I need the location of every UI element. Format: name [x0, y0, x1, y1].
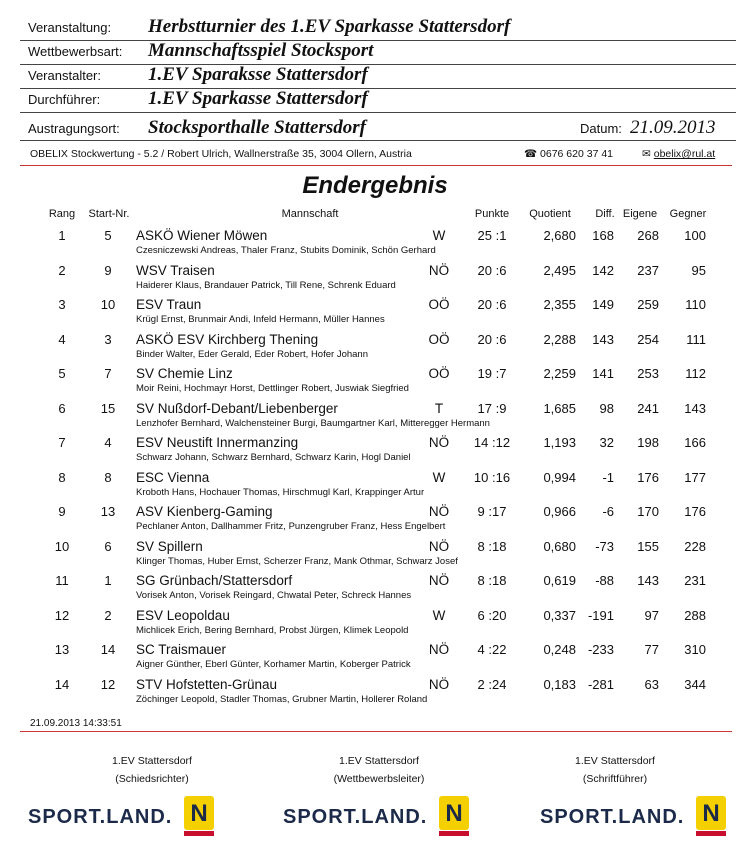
player-names: Moir Reini, Hochmayr Horst, Dettlinger Robert, Juswiak Siegfried: [136, 383, 409, 394]
rank-cell: 8: [58, 469, 66, 485]
team-name: ASKÖ Wiener Möwen: [136, 228, 268, 243]
state-code: W: [432, 469, 446, 485]
difference: 98: [599, 400, 614, 416]
table-row: [0, 539, 750, 573]
difference: 32: [599, 435, 614, 450]
difference: 142: [592, 262, 614, 278]
table-row: [0, 332, 750, 366]
own-score: 268: [637, 228, 659, 243]
start-number: 6: [104, 538, 112, 554]
difference: 143: [592, 331, 614, 347]
date-value: 21.09.2013: [630, 117, 716, 138]
player-names: Michlicek Erich, Bering Bernhard, Probst Jürgen, Klimek Leopold: [136, 624, 409, 636]
points: 20 :6: [477, 262, 507, 278]
software-info: OBELIX Stockwertung - 5.2 / Robert Ulrich, Wallnerstraße 35, 3004 Ollern, Austria: [30, 148, 412, 160]
sportland-logo: [540, 796, 740, 836]
own-score: 155: [637, 538, 659, 554]
own-score: 63: [644, 676, 659, 692]
table-row: [0, 677, 750, 711]
team-name: STV Hofstetten-Grünau: [136, 676, 278, 692]
quotient: 0,337: [543, 607, 576, 623]
difference: -191: [587, 607, 614, 623]
phone-number: 0676 620 37 41: [540, 148, 614, 160]
team-name: SV Nußdorf-Debant/Liebenberger: [136, 400, 338, 416]
opponent-score: 176: [684, 504, 706, 519]
player-names: Lenzhofer Bernhard, Walchensteiner Burgi, Baumgartner Karl, Mitteregger Hermann: [136, 417, 490, 429]
rank-cell: 3: [58, 297, 66, 312]
start-number: 9: [104, 262, 112, 278]
table-row: [0, 470, 750, 504]
points: 10 :16: [473, 469, 511, 485]
col-rank: Rang: [48, 208, 76, 220]
own-score: 176: [637, 469, 659, 485]
own-score: 97: [644, 607, 659, 623]
envelope-icon: ✉: [642, 148, 651, 160]
red-divider: [20, 731, 732, 732]
points: 20 :6: [477, 331, 507, 347]
quotient: 1,193: [543, 435, 576, 450]
quotient: 2,259: [543, 366, 576, 381]
opponent-score: 111: [686, 331, 706, 347]
quotient: 2,288: [543, 331, 576, 347]
difference: 141: [592, 366, 614, 381]
table-row: [0, 263, 750, 297]
points: 2 :24: [477, 676, 507, 692]
points: 17 :9: [477, 400, 507, 416]
field-value-organizer: 1.EV Sparaksse Stattersdorf: [148, 64, 368, 85]
signature-org: 1.EV Stattersdorf: [339, 755, 419, 767]
own-score: 253: [637, 366, 659, 381]
signature-referee: [52, 752, 252, 788]
state-code: NÖ: [428, 262, 450, 278]
quotient: 0,994: [543, 469, 576, 485]
player-names: Vorisek Anton, Vorisek Reingard, Chwatal Peter, Schreck Hannes: [136, 590, 412, 601]
quotient: 2,680: [543, 228, 576, 243]
rank-cell: 13: [54, 642, 70, 657]
state-code: NÖ: [428, 435, 450, 450]
points: 8 :18: [477, 573, 507, 588]
player-names: Zöchinger Leopold, Stadler Thomas, Grubner Martin, Hollerer Roland: [136, 693, 428, 705]
own-score: 237: [637, 262, 659, 278]
own-score: 254: [637, 331, 659, 347]
own-score: 170: [637, 504, 659, 519]
team-name: SV Spillern: [136, 538, 203, 554]
own-score: 241: [637, 400, 659, 416]
signature-role: (Schriftführer): [582, 773, 648, 785]
email-contact: [642, 148, 715, 160]
start-number: 8: [104, 469, 112, 485]
state-code: NÖ: [428, 676, 450, 692]
print-timestamp: 21.09.2013 14:33:51: [30, 718, 122, 729]
divider: [20, 140, 736, 141]
team-name: SV Chemie Linz: [136, 366, 233, 381]
start-number: 10: [100, 297, 116, 312]
opponent-score: 231: [684, 573, 706, 588]
signature-secretary: [515, 752, 715, 788]
col-start: Start-Nr.: [88, 208, 130, 220]
rank-cell: 5: [58, 366, 66, 381]
player-names: Haiderer Klaus, Brandauer Patrick, Till Rene, Schrenk Eduard: [136, 279, 396, 291]
divider: [20, 88, 736, 89]
opponent-score: 288: [684, 607, 706, 623]
phone-icon: ☎: [524, 148, 538, 160]
col-quotient: Quotient: [529, 208, 571, 220]
divider: [20, 64, 736, 65]
logo-n-badge: N: [696, 796, 726, 830]
team-name: ESV Leopoldau: [136, 607, 230, 623]
rank-cell: 12: [54, 607, 70, 623]
col-points: Punkte: [474, 208, 510, 220]
team-name: ESV Traun: [136, 297, 202, 312]
sportland-logo: [28, 796, 228, 836]
field-label-organizer: Veranstalter:: [28, 68, 101, 83]
opponent-score: 95: [691, 262, 706, 278]
start-number: 2: [104, 607, 112, 623]
team-name: ESV Neustift Innermanzing: [136, 435, 299, 450]
red-divider: [20, 165, 732, 166]
logo-text: SPORT.LAND.: [28, 806, 173, 828]
points: 25 :1: [477, 228, 507, 243]
field-label-venue: Austragungsort:: [28, 121, 120, 136]
col-diff: Diff.: [595, 208, 615, 220]
points: 19 :7: [477, 366, 507, 381]
state-code: OÖ: [428, 366, 450, 381]
team-name: ASKÖ ESV Kirchberg Thening: [136, 331, 319, 347]
col-own: Eigene: [622, 208, 658, 220]
field-label-event: Veranstaltung:: [28, 20, 112, 35]
col-team: Mannschaft: [281, 208, 339, 220]
divider: [20, 40, 736, 41]
points: 4 :22: [477, 642, 507, 657]
difference: -88: [595, 573, 614, 588]
opponent-score: 143: [684, 400, 706, 416]
rank-cell: 6: [58, 400, 66, 416]
opponent-score: 112: [685, 366, 706, 381]
table-row: [0, 297, 750, 331]
start-number: 15: [100, 400, 116, 416]
rank-cell: 4: [58, 331, 66, 347]
player-names: Aigner Günther, Eberl Günter, Korhamer Martin, Koberger Patrick: [136, 659, 411, 670]
difference: -73: [595, 538, 614, 554]
player-names: Krügl Ernst, Brunmair Andi, Infeld Hermann, Müller Hannes: [136, 314, 385, 325]
logo-text: SPORT.LAND.: [283, 806, 428, 828]
opponent-score: 177: [684, 469, 706, 485]
points: 6 :20: [477, 607, 507, 623]
start-number: 1: [104, 573, 112, 588]
own-score: 259: [637, 297, 659, 312]
player-names: Pechlaner Anton, Dallhammer Fritz, Punzengruber Franz, Hess Engelbert: [136, 521, 446, 532]
state-code: OÖ: [428, 331, 450, 347]
state-code: W: [432, 607, 446, 623]
state-code: NÖ: [428, 504, 450, 519]
start-number: 7: [104, 366, 112, 381]
team-name: SG Grünbach/Stattersdorf: [136, 573, 293, 588]
team-name: WSV Traisen: [136, 262, 215, 278]
state-code: W: [432, 228, 446, 243]
col-opponent: Gegner: [669, 208, 707, 220]
start-number: 13: [100, 504, 116, 519]
divider: [20, 112, 736, 113]
difference: -1: [602, 469, 614, 485]
opponent-score: 166: [684, 435, 706, 450]
rank-cell: 11: [55, 573, 69, 588]
difference: -233: [587, 642, 614, 657]
table-row: [0, 573, 750, 607]
field-label-competition: Wettbewerbsart:: [28, 44, 123, 59]
player-names: Czesniczewski Andreas, Thaler Franz, Stubits Dominik, Schön Gerhard: [136, 245, 436, 256]
page-title: Endergebnis: [302, 172, 448, 199]
state-code: OÖ: [428, 297, 450, 312]
team-name: ESC Vienna: [136, 469, 210, 485]
signature-org: 1.EV Stattersdorf: [575, 755, 655, 767]
state-code: NÖ: [428, 538, 450, 554]
points: 8 :18: [477, 538, 507, 554]
quotient: 0,183: [543, 676, 576, 692]
opponent-score: 310: [684, 642, 706, 657]
field-value-venue: Stocksporthalle Stattersdorf: [148, 117, 366, 138]
player-names: Schwarz Johann, Schwarz Bernhard, Schwarz Karin, Hogl Daniel: [136, 452, 411, 463]
start-number: 12: [100, 676, 116, 692]
points: 20 :6: [477, 297, 507, 312]
table-row: [0, 435, 750, 469]
state-code: NÖ: [428, 573, 450, 588]
table-row: [0, 642, 750, 676]
table-row: [0, 608, 750, 642]
own-score: 77: [644, 642, 659, 657]
opponent-score: 228: [684, 538, 706, 554]
sportland-logo: [283, 796, 483, 836]
quotient: 0,248: [543, 642, 576, 657]
rank-cell: 7: [58, 435, 66, 450]
player-names: Binder Walter, Eder Gerald, Eder Robert, Hofer Johann: [136, 348, 368, 360]
logo-n-badge: N: [439, 796, 469, 830]
date-label: Datum:: [580, 121, 622, 136]
quotient: 0,680: [543, 538, 576, 554]
points: 9 :17: [477, 504, 507, 519]
own-score: 198: [637, 435, 659, 450]
logo-text: SPORT.LAND.: [540, 806, 685, 828]
rank-cell: 14: [54, 676, 70, 692]
phone-contact: [524, 148, 613, 160]
difference: -281: [587, 676, 614, 692]
email-link[interactable]: obelix@rul.at: [653, 148, 716, 160]
team-name: ASV Kienberg-Gaming: [136, 504, 273, 519]
start-number: 14: [100, 642, 116, 657]
quotient: 2,495: [543, 262, 576, 278]
start-number: 5: [104, 228, 112, 243]
table-row: [0, 366, 750, 400]
table-row: [0, 504, 750, 538]
field-value-event: Herbstturnier des 1.EV Sparkasse Stattersdorf: [148, 16, 511, 37]
own-score: 143: [637, 573, 659, 588]
logo-n-badge: N: [184, 796, 214, 830]
signature-role: (Wettbewerbsleiter): [333, 773, 425, 785]
signature-role: (Schiedsrichter): [115, 773, 189, 785]
quotient: 0,966: [543, 504, 576, 519]
difference: -6: [602, 504, 614, 519]
difference: 168: [592, 228, 614, 243]
quotient: 0,619: [543, 573, 576, 588]
difference: 149: [592, 297, 614, 312]
rank-cell: 2: [58, 262, 66, 278]
rank-cell: 1: [58, 228, 66, 243]
opponent-score: 110: [685, 297, 706, 312]
player-names: Klinger Thomas, Huber Ernst, Scherzer Franz, Mank Othmar, Schwarz Josef: [136, 555, 458, 567]
signature-competition-lead: [279, 752, 479, 788]
opponent-score: 344: [684, 676, 706, 692]
opponent-score: 100: [684, 228, 706, 243]
team-name: SC Traismauer: [136, 642, 227, 657]
points: 14 :12: [473, 435, 511, 450]
field-label-executor: Durchführer:: [28, 92, 101, 107]
field-value-executor: 1.EV Sparkasse Stattersdorf: [148, 88, 368, 109]
signature-org: 1.EV Stattersdorf: [112, 755, 192, 767]
player-names: Kroboth Hans, Hochauer Thomas, Hirschmugl Karl, Krappinger Artur: [136, 486, 425, 498]
table-row: [0, 401, 750, 435]
start-number: 4: [104, 435, 112, 450]
rank-cell: 10: [54, 538, 70, 554]
quotient: 2,355: [543, 297, 576, 312]
start-number: 3: [104, 331, 112, 347]
state-code: NÖ: [428, 642, 450, 657]
table-row: [0, 228, 750, 262]
state-code: T: [434, 400, 444, 416]
field-value-competition: Mannschaftsspiel Stocksport: [148, 40, 374, 61]
rank-cell: 9: [58, 504, 66, 519]
quotient: 1,685: [543, 400, 576, 416]
